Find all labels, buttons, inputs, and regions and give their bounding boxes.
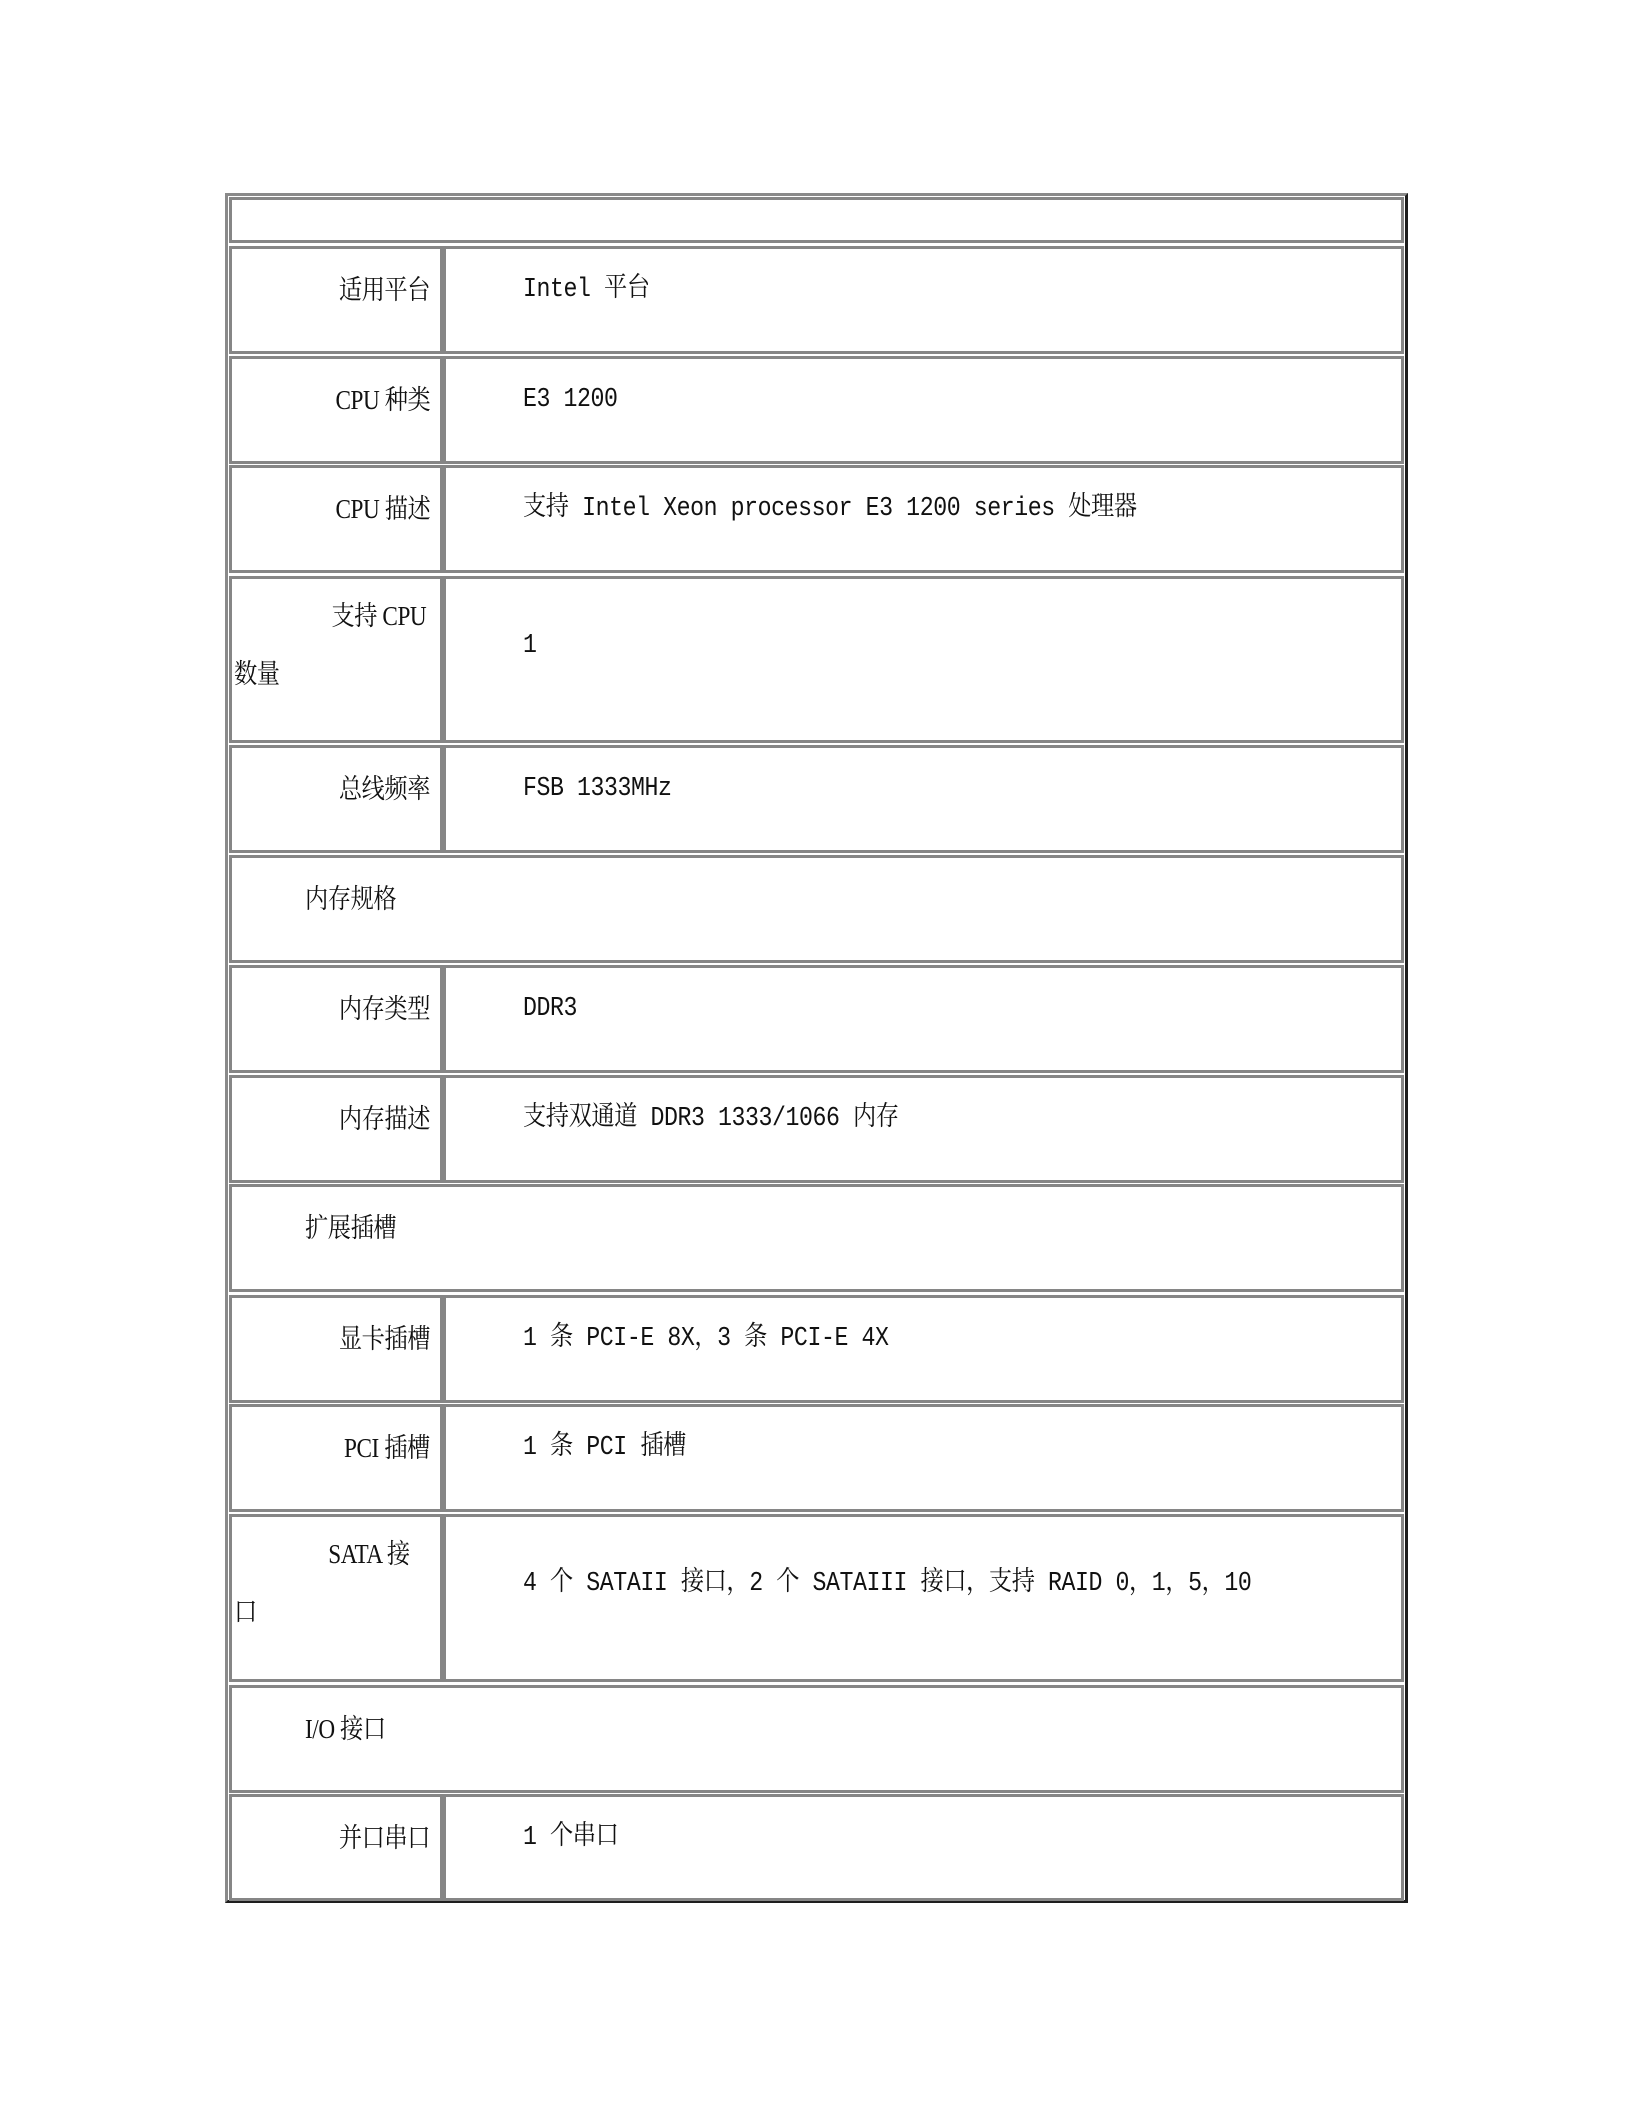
section-label: 扩展插槽 <box>305 1213 397 1243</box>
row-label: 内存类型 <box>338 994 430 1024</box>
row-value: DDR3 <box>523 994 578 1024</box>
value-cell <box>443 576 1404 743</box>
row-label: PCI 插槽 <box>344 1433 430 1463</box>
row-value: 1 个串口 <box>523 1823 619 1853</box>
value-cell <box>443 1075 1404 1183</box>
row-label: 并口串口 <box>338 1823 430 1853</box>
label-cell <box>229 1514 443 1682</box>
row-value: E3 1200 <box>523 385 618 415</box>
row-value: 4 个 SATAII 接口，2 个 SATAIII 接口，支持 RAID 0，1，5，10 <box>523 1569 1252 1599</box>
value-cell <box>443 356 1404 464</box>
row-value: FSB 1333MHz <box>523 774 672 804</box>
section-label: I/O 接口 <box>305 1714 386 1744</box>
row-label-line2: 数量 <box>234 659 280 689</box>
row-value: 支持 Intel Xeon processor E3 1200 series 处理器 <box>523 494 1137 524</box>
row-label: CPU 描述 <box>335 494 430 524</box>
label-cell <box>229 246 443 354</box>
row-label-line1: SATA 接 <box>328 1539 410 1569</box>
row-label-line1: 支持 CPU <box>331 601 426 631</box>
section-row-memory-spec <box>229 855 1404 963</box>
value-cell <box>443 1295 1404 1403</box>
label-cell <box>229 1075 443 1183</box>
row-value: 1 条 PCI 插槽 <box>523 1433 686 1463</box>
spec-table <box>225 193 1408 1903</box>
label-cell <box>229 1295 443 1403</box>
row-label: 显卡插槽 <box>338 1324 430 1354</box>
row-value: Intel 平台 <box>523 275 650 305</box>
row-label: 适用平台 <box>338 275 430 305</box>
value-cell <box>443 1794 1404 1901</box>
value-cell <box>443 965 1404 1073</box>
table-title-row <box>229 197 1404 243</box>
value-cell <box>443 246 1404 354</box>
section-label: 内存规格 <box>305 884 397 914</box>
section-row-expansion-slots <box>229 1184 1404 1292</box>
value-cell <box>443 1514 1404 1682</box>
label-cell <box>229 356 443 464</box>
row-value: 1 <box>523 631 537 661</box>
row-label: 内存描述 <box>338 1104 430 1134</box>
row-label-line2: 口 <box>234 1597 257 1627</box>
row-label: 总线频率 <box>338 774 430 804</box>
label-cell <box>229 1404 443 1512</box>
row-label: CPU 种类 <box>335 385 430 415</box>
label-cell <box>229 465 443 573</box>
label-cell <box>229 1794 443 1901</box>
label-cell <box>229 745 443 853</box>
row-value: 1 条 PCI-E 8X，3 条 PCI-E 4X <box>523 1324 889 1354</box>
label-cell <box>229 965 443 1073</box>
value-cell <box>443 745 1404 853</box>
value-cell <box>443 465 1404 573</box>
value-cell <box>443 1404 1404 1512</box>
row-value: 支持双通道 DDR3 1333/1066 内存 <box>523 1104 899 1134</box>
section-row-io-ports <box>229 1685 1404 1793</box>
label-cell <box>229 576 443 743</box>
